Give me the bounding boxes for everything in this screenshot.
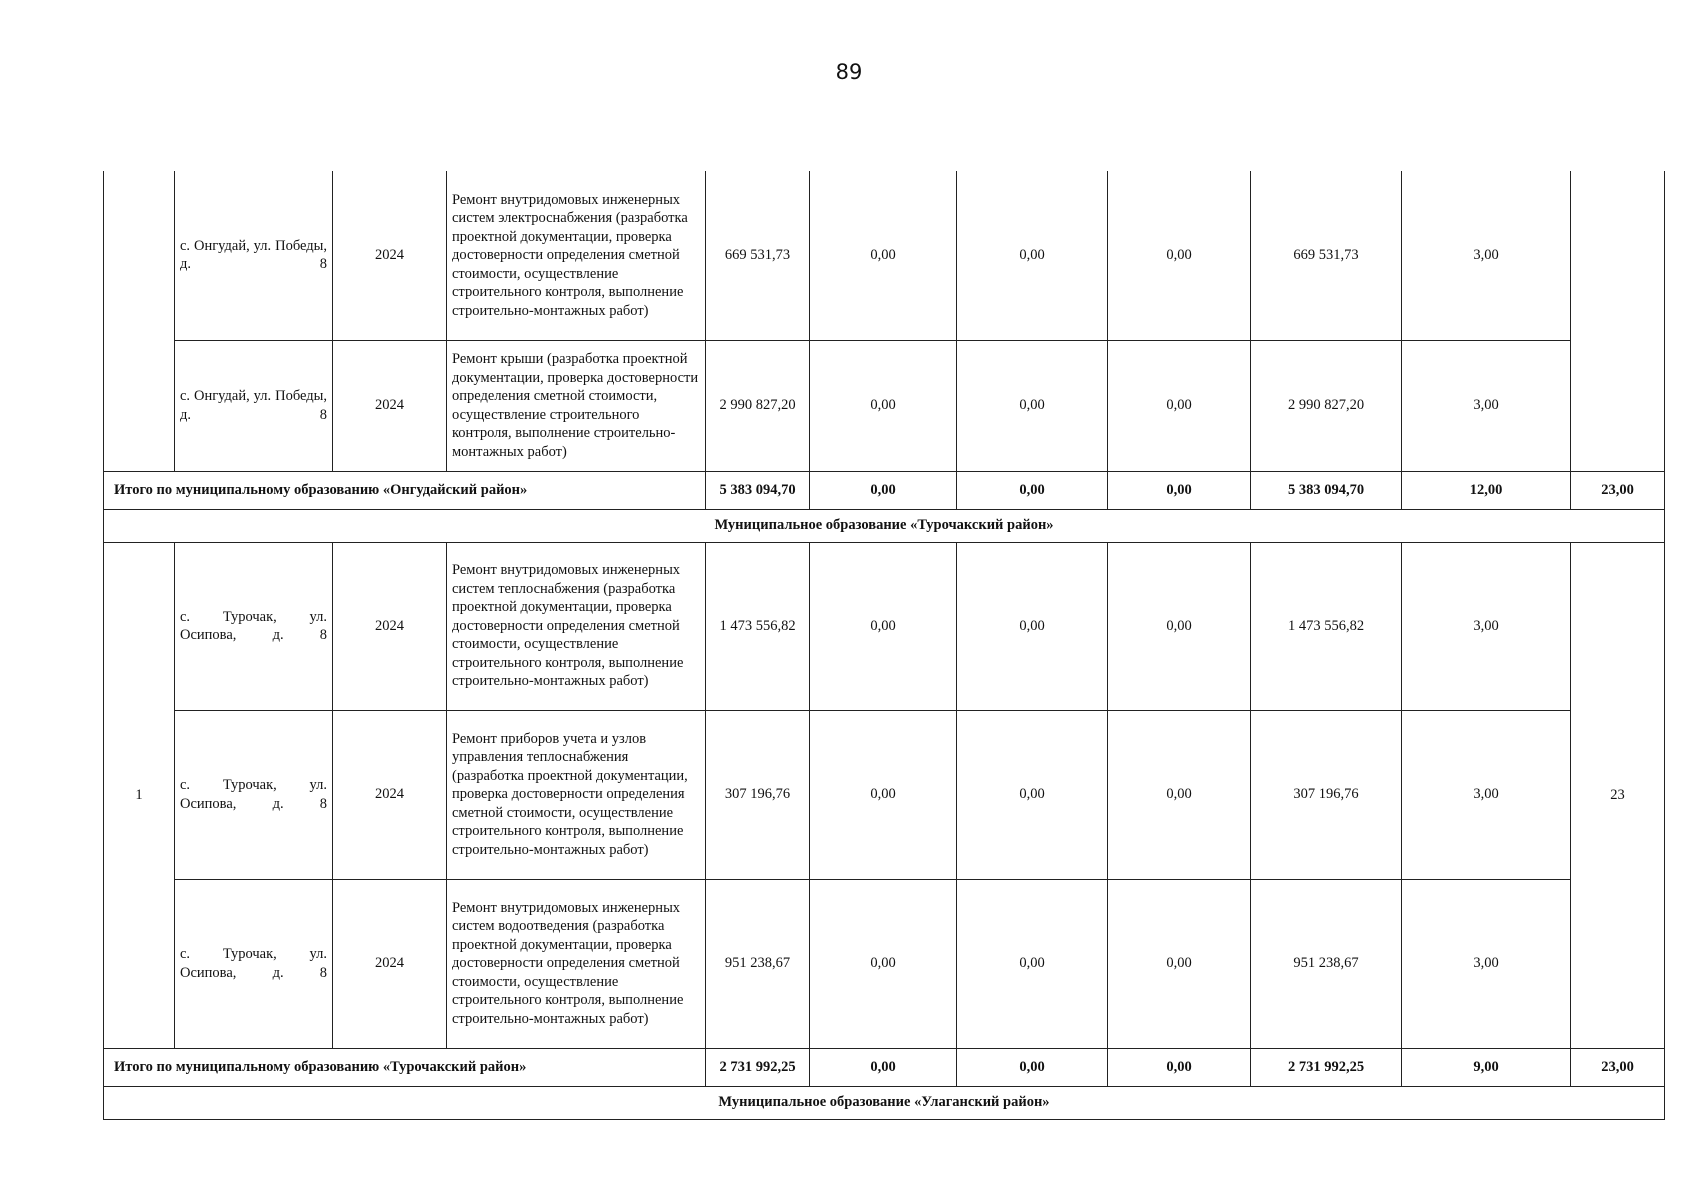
- section-title: Муниципальное образование «Улаганский район»: [104, 1086, 1665, 1119]
- value-cell: 0,00: [1108, 171, 1251, 340]
- value-cell: 0,00: [957, 710, 1108, 879]
- value-cell: 0,00: [957, 340, 1108, 471]
- address-cell: с. Турочак, ул. Осипова, д. 8: [175, 879, 333, 1048]
- cost-cell: 669 531,73: [706, 171, 810, 340]
- value-cell: 0,00: [810, 171, 957, 340]
- value-cell: 0,00: [1108, 710, 1251, 879]
- total-row: [104, 471, 1665, 509]
- value-cell: 2 990 827,20: [1251, 340, 1402, 471]
- total-value: 0,00: [957, 471, 1108, 509]
- address-cell: с. Турочак, ул. Осипова, д. 8: [175, 710, 333, 879]
- value-cell: 3,00: [1402, 340, 1571, 471]
- value-cell: 0,00: [810, 710, 957, 879]
- work-description-cell: Ремонт внутридомовых инженерных систем теплоснабжения (разработка проектной документации, проверка достоверности определения сметной стоимости, осуществление строительного контроля, выполнение строительно-монтажных работ): [447, 542, 706, 710]
- value-cell: 0,00: [810, 340, 957, 471]
- value-cell: 0,00: [1108, 542, 1251, 710]
- value-cell: 0,00: [1108, 340, 1251, 471]
- value-cell: 669 531,73: [1251, 171, 1402, 340]
- last-col-cell: 23: [1571, 542, 1665, 1048]
- cost-cell: 951 238,67: [706, 879, 810, 1048]
- year-cell: 2024: [333, 542, 447, 710]
- value-cell: 951 238,67: [1251, 879, 1402, 1048]
- total-value: 0,00: [810, 471, 957, 509]
- row-number: 1: [104, 542, 175, 1048]
- value-cell: 0,00: [957, 171, 1108, 340]
- total-label: Итого по муниципальному образованию «Турочакский район»: [104, 1048, 706, 1086]
- total-value: 12,00: [1402, 471, 1571, 509]
- table-row: [104, 710, 1665, 879]
- value-cell: 3,00: [1402, 879, 1571, 1048]
- year-cell: 2024: [333, 710, 447, 879]
- total-value: 0,00: [1108, 1048, 1251, 1086]
- section-header-row: [104, 509, 1665, 542]
- year-cell: 2024: [333, 171, 447, 340]
- table-row: [104, 879, 1665, 1048]
- section-header-row: [104, 1086, 1665, 1119]
- value-cell: 0,00: [810, 879, 957, 1048]
- work-description-cell: Ремонт внутридомовых инженерных систем водоотведения (разработка проектной документации, проверка достоверности определения сметной стоимости, осуществление строительного контроля, выполнение строительно-монтажных работ): [447, 879, 706, 1048]
- work-description-cell: Ремонт приборов учета и узлов управления теплоснабжения (разработка проектной документации, проверка достоверности определения сметной стоимости, осуществление строительного контроля, выполнение строительно-монтажных работ): [447, 710, 706, 879]
- total-value: 23,00: [1571, 1048, 1665, 1086]
- value-cell: 0,00: [957, 879, 1108, 1048]
- value-cell: 0,00: [810, 542, 957, 710]
- total-value: 2 731 992,25: [1251, 1048, 1402, 1086]
- work-description-cell: Ремонт крыши (разработка проектной документации, проверка достоверности определения сметной стоимости, осуществление строительного контроля, выполнение строительно-монтажных работ): [447, 340, 706, 471]
- total-label: Итого по муниципальному образованию «Онгудайский район»: [104, 471, 706, 509]
- address-cell: с. Онгудай, ул. Победы, д. 8: [175, 171, 333, 340]
- year-cell: 2024: [333, 879, 447, 1048]
- cost-cell: 307 196,76: [706, 710, 810, 879]
- total-value: 0,00: [957, 1048, 1108, 1086]
- cost-cell: 2 990 827,20: [706, 340, 810, 471]
- value-cell: 1 473 556,82: [1251, 542, 1402, 710]
- page-number: 89: [835, 60, 863, 84]
- address-cell: с. Онгудай, ул. Победы, д. 8: [175, 340, 333, 471]
- year-cell: 2024: [333, 340, 447, 471]
- total-cost: 2 731 992,25: [706, 1048, 810, 1086]
- value-cell: 3,00: [1402, 710, 1571, 879]
- value-cell: 3,00: [1402, 542, 1571, 710]
- total-value: 0,00: [1108, 471, 1251, 509]
- address-cell: с. Турочак, ул. Осипова, д. 8: [175, 542, 333, 710]
- table-row: [104, 340, 1665, 471]
- value-cell: 0,00: [1108, 879, 1251, 1048]
- total-value: 23,00: [1571, 471, 1665, 509]
- work-description-cell: Ремонт внутридомовых инженерных систем электроснабжения (разработка проектной документации, проверка достоверности определения сметной стоимости, осуществление строительного контроля, выполнение строительно-монтажных работ): [447, 171, 706, 340]
- total-cost: 5 383 094,70: [706, 471, 810, 509]
- section-title: Муниципальное образование «Турочакский район»: [104, 509, 1665, 542]
- total-value: 5 383 094,70: [1251, 471, 1402, 509]
- capital-repair-table: [103, 171, 1665, 1120]
- table-row: [104, 542, 1665, 710]
- value-cell: 307 196,76: [1251, 710, 1402, 879]
- value-cell: 0,00: [957, 542, 1108, 710]
- table-row: [104, 171, 1665, 340]
- total-value: 0,00: [810, 1048, 957, 1086]
- cost-cell: 1 473 556,82: [706, 542, 810, 710]
- last-col-cell-empty: [1571, 171, 1665, 471]
- number-cell-empty: [104, 171, 175, 471]
- total-row: [104, 1048, 1665, 1086]
- total-value: 9,00: [1402, 1048, 1571, 1086]
- value-cell: 3,00: [1402, 171, 1571, 340]
